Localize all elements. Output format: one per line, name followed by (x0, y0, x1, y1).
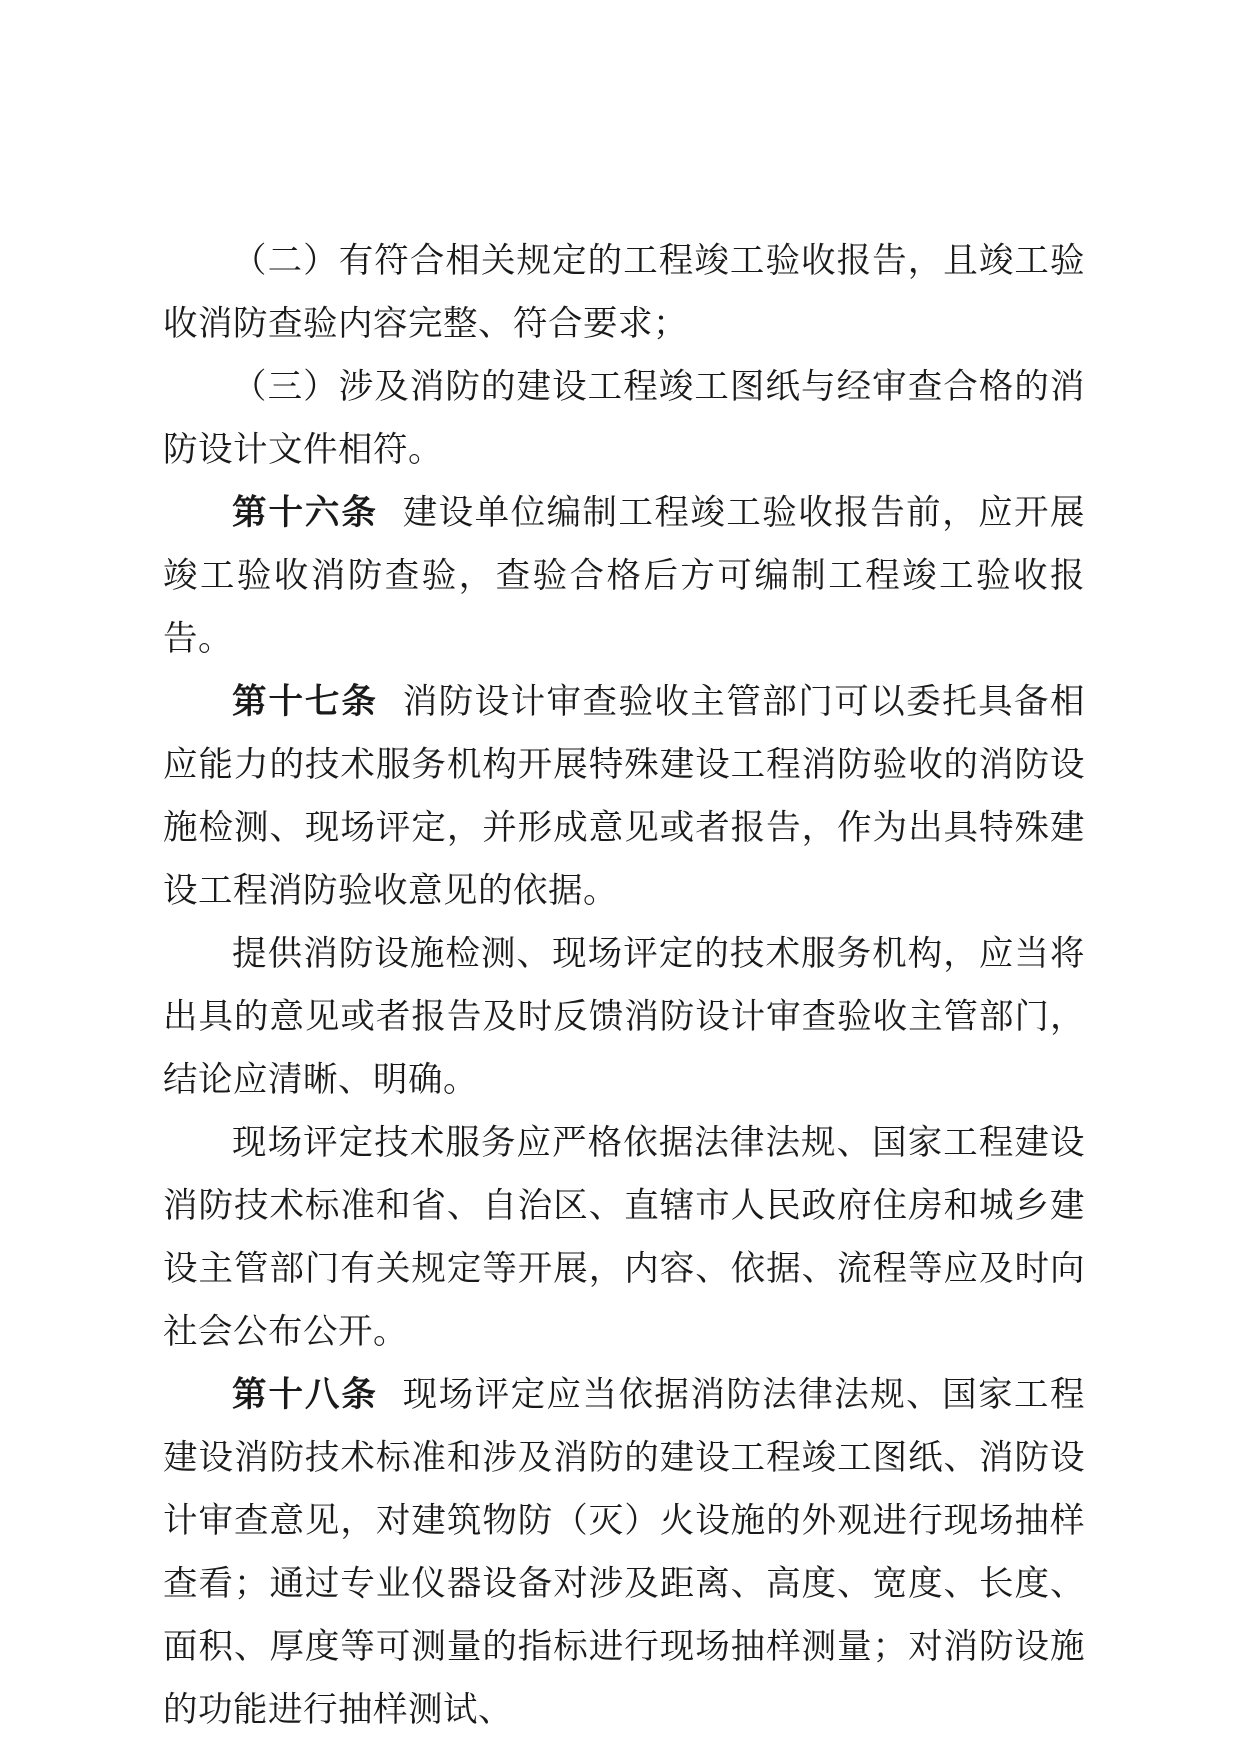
paragraph-text: 现场评定技术服务应严格依据法律法规、国家工程建设消防技术标准和省、自治区、直辖市人民政府住房和城乡建设主管部门有关规定等开展，内容、依据、流程等应及时向社会公布公开。 (163, 1123, 1085, 1352)
paragraph-text: 现场评定应当依据消防法律法规、国家工程建设消防技术标准和涉及消防的建设工程竣工图纸、消防设计审查意见，对建筑物防（灭）火设施的外观进行现场抽样查看；通过专业仪器设备对涉及距离、高度、宽度、长度、面积、厚度等可测量的指标进行现场抽样测量；对消防设施的功能进行抽样测试、 (163, 1375, 1085, 1730)
list-item-3 (163, 356, 1085, 482)
article-17-paragraph-3 (163, 1112, 1085, 1364)
article-17 (163, 671, 1085, 923)
article-16 (163, 482, 1085, 671)
article-number: 第十六条 (232, 493, 378, 533)
article-17-paragraph-2 (163, 923, 1085, 1112)
article-18 (163, 1364, 1085, 1742)
article-number: 第十八条 (232, 1375, 378, 1415)
article-number: 第十七条 (232, 682, 378, 722)
paragraph-text: 消防设计审查验收主管部门可以委托具备相应能力的技术服务机构开展特殊建设工程消防验收的消防设施检测、现场评定，并形成意见或者报告，作为出具特殊建设工程消防验收意见的依据。 (163, 682, 1085, 911)
paragraph-text: （二）有符合相关规定的工程竣工验收报告，且竣工验收消防查验内容完整、符合要求； (163, 241, 1085, 344)
paragraph-text: （三）涉及消防的建设工程竣工图纸与经审查合格的消防设计文件相符。 (163, 367, 1085, 470)
list-item-2 (163, 230, 1085, 356)
document-body (163, 230, 1085, 1742)
paragraph-text: 建设单位编制工程竣工验收报告前，应开展竣工验收消防查验，查验合格后方可编制工程竣工验收报告。 (163, 493, 1085, 659)
paragraph-text: 提供消防设施检测、现场评定的技术服务机构，应当将出具的意见或者报告及时反馈消防设计审查验收主管部门，结论应清晰、明确。 (163, 934, 1085, 1100)
